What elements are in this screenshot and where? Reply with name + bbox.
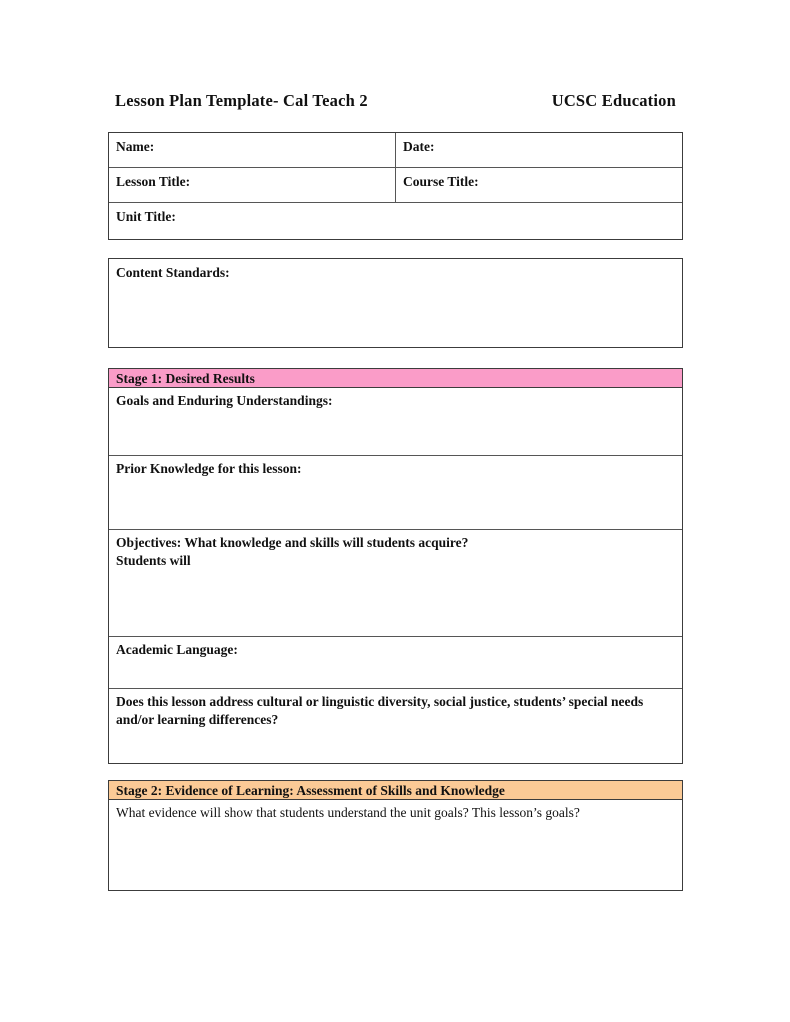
course-title-label: Course Title: [403,174,479,189]
academic-language-label: Academic Language: [116,642,238,657]
lesson-title-label: Lesson Title: [116,174,191,189]
diversity-label: Does this lesson address cultural or linguistic diversity, social justice, students’ special needs and/or learning differences? [116,694,644,727]
stage1-header: Stage 1: Desired Results [109,369,682,388]
unit-title-label: Unit Title: [116,209,176,224]
page-title: Lesson Plan Template- Cal Teach 2 [115,91,368,110]
objectives-label: Objectives: What knowledge and skills will students acquire? [116,535,469,550]
objectives-students-will-label: Students will [116,553,191,568]
info-row-unit-title [109,203,682,238]
prior-knowledge-label: Prior Knowledge for this lesson: [116,461,302,476]
goals-row [109,388,682,456]
stage2-header: Stage 2: Evidence of Learning: Assessment of Skills and Knowledge [109,781,682,800]
info-table [108,132,683,240]
evidence-row [109,800,682,890]
goals-label: Goals and Enduring Understandings: [116,393,333,408]
stage2-section [108,780,683,891]
name-label: Name: [116,139,155,154]
date-field-cell [396,133,682,167]
objectives-row [109,530,682,637]
evidence-question-text: What evidence will show that students understand the unit goals? This lesson’s goals? [116,805,580,820]
name-field-cell [109,133,396,167]
academic-language-row [109,637,682,689]
content-standards-label: Content Standards: [116,265,230,280]
info-row-name-date [109,133,682,168]
prior-knowledge-row [109,456,682,530]
info-row-lesson-course [109,168,682,203]
org-title: UCSC Education [551,91,676,110]
document-title-bar [115,91,676,111]
stage1-section [108,368,683,764]
unit-title-field-cell [109,203,682,238]
diversity-row [109,689,682,763]
course-title-field-cell [396,168,682,202]
lesson-title-field-cell [109,168,396,202]
date-label: Date: [403,139,435,154]
content-standards-box [108,258,683,348]
